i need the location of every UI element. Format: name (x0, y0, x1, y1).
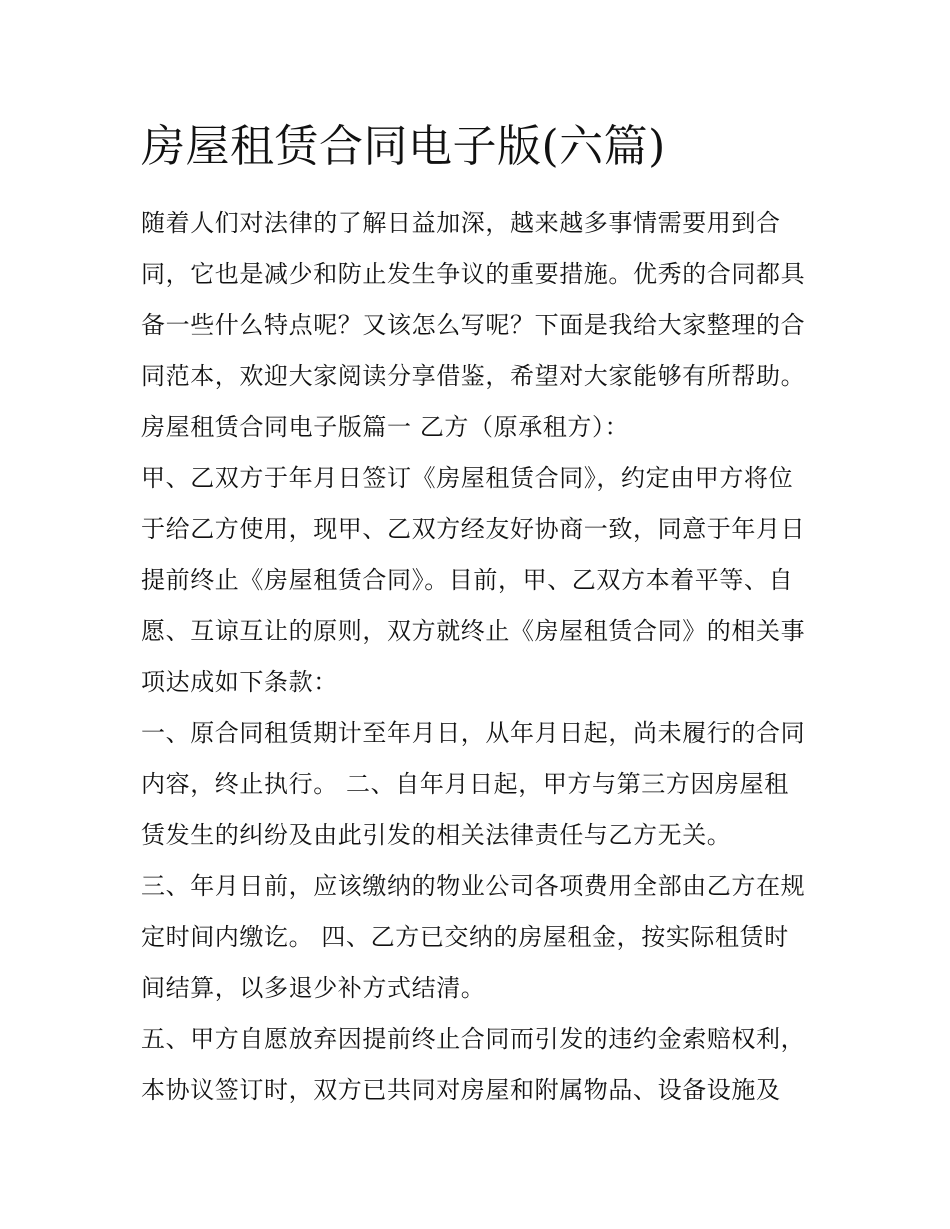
text-line: 备一些什么特点呢？又该怎么写呢？下面是我给大家整理的合 (141, 311, 806, 339)
text-line: 赁发生的纠纷及由此引发的相关法律责任与乙方无关。 (141, 821, 732, 849)
text-line: 定时间内缴讫。 四、乙方已交纳的房屋租金，按实际租赁时 (141, 923, 789, 951)
text-line: 提前终止《房屋租赁合同》。目前，甲、乙双方本着平等、自 (141, 566, 794, 594)
text-line: 甲、乙双方于年月日签订《房屋租赁合同》，约定由甲方将位 (141, 464, 794, 492)
document-body (141, 198, 821, 1116)
text-line: 间结算，以多退少补方式结清。 (141, 974, 486, 1002)
text-line: 三、年月日前，应该缴纳的物业公司各项费用全部由乙方在规 (141, 872, 806, 900)
section-heading-line: 房屋租赁合同电子版篇一 乙方（原承租方）： (141, 413, 630, 441)
text-line: 项达成如下条款： (141, 668, 338, 696)
text-line: 随着人们对法律的了解日益加深，越来越多事情需要用到合 (141, 209, 781, 237)
text-line: 同范本，欢迎大家阅读分享借鉴，希望对大家能够有所帮助。 (141, 362, 806, 390)
text-line: 愿、互谅互让的原则，双方就终止《房屋租赁合同》的相关事 (141, 617, 806, 645)
text-line: 于给乙方使用，现甲、乙双方经友好协商一致，同意于年月日 (141, 515, 806, 543)
text-line: 内容，终止执行。 二、自年月日起，甲方与第三方因房屋租 (141, 770, 789, 798)
text-line: 本协议签订时，双方已共同对房屋和附属物品、设备设施及 (141, 1076, 781, 1104)
text-line: 同，它也是减少和防止发生争议的重要措施。优秀的合同都具 (141, 260, 806, 288)
text-line: 一、原合同租赁期计至年月日，从年月日起，尚未履行的合同 (141, 719, 806, 747)
text-line: 五、甲方自愿放弃因提前终止合同而引发的违约金索赔权利， (141, 1025, 806, 1053)
document-title: 房屋租赁合同电子版(六篇) (141, 121, 666, 172)
